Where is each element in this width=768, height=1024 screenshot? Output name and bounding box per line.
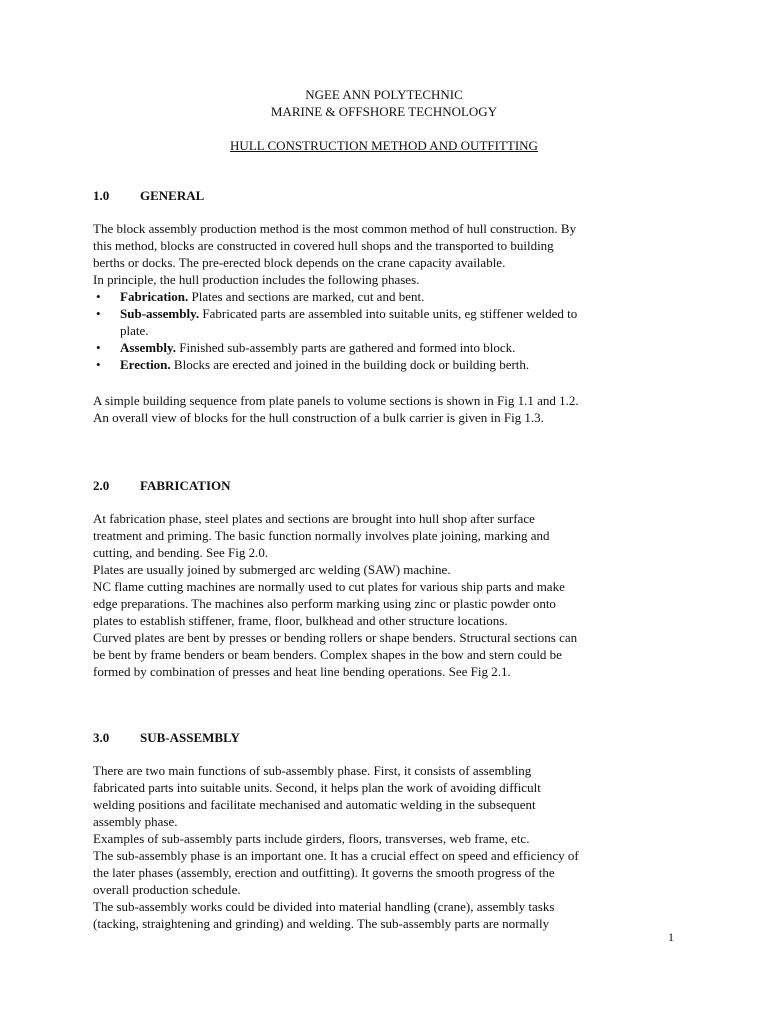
general-intro xyxy=(93,220,683,288)
institution-name: NGEE ANN POLYTECHNIC xyxy=(305,87,463,102)
bullet-icon: • xyxy=(96,340,101,355)
text-line: The sub-assembly works could be divided into material handling (crane), assembly tasks xyxy=(93,899,555,914)
text-line: treatment and priming. The basic function normally involves plate joining, marking and xyxy=(93,528,550,543)
section-number: 3.0 xyxy=(93,730,110,745)
section-heading-fabrication xyxy=(93,477,231,494)
text-line: assembly phase. xyxy=(93,814,178,829)
department-name: MARINE & OFFSHORE TECHNOLOGY xyxy=(270,104,498,119)
bullet-text: Plates and sections are marked, cut and bent. xyxy=(191,289,425,304)
section-title: SUB-ASSEMBLY xyxy=(140,730,240,745)
section-title: GENERAL xyxy=(140,188,205,203)
text-line: this method, blocks are constructed in covered hull shops and the transported to building xyxy=(93,238,554,253)
text-line: cutting, and bending. See Fig 2.0. xyxy=(93,545,269,560)
bullet-icon: • xyxy=(96,289,101,304)
bullet-text: plate. xyxy=(120,323,149,338)
text-line: The sub-assembly phase is an important one. It has a crucial effect on speed and efficiency of xyxy=(93,848,579,863)
page-number: 1 xyxy=(668,930,674,944)
text-line: edge preparations. The machines also perform marking using zinc or plastic powder onto xyxy=(93,596,556,611)
section-number: 1.0 xyxy=(93,188,110,203)
text-line: At fabrication phase, steel plates and sections are brought into hull shop after surface xyxy=(93,511,535,526)
bullet-icon: • xyxy=(96,357,101,372)
general-closing xyxy=(93,392,683,426)
text-line: The block assembly production method is the most common method of hull construction. By xyxy=(93,221,577,236)
bullet-text: Finished sub-assembly parts are gathered and formed into block. xyxy=(179,340,516,355)
bullet-label: Sub-assembly. xyxy=(120,306,200,321)
text-line: overall production schedule. xyxy=(93,882,241,897)
text-line: formed by combination of presses and heat line bending operations. See Fig 2.1. xyxy=(93,664,511,679)
text-line: Plates are usually joined by submerged arc welding (SAW) machine. xyxy=(93,562,451,577)
text-line: Curved plates are bent by presses or bending rollers or shape benders. Structural sections can xyxy=(93,630,578,645)
bullet-label: Erection. xyxy=(120,357,171,372)
bullet-text: Blocks are erected and joined in the building dock or building berth. xyxy=(173,357,530,372)
document-title: HULL CONSTRUCTION METHOD AND OUTFITTING xyxy=(230,138,538,153)
list-item xyxy=(93,339,683,356)
subassembly-body xyxy=(93,762,683,932)
fabrication-body xyxy=(93,510,683,680)
section-heading-subassembly xyxy=(93,729,240,746)
text-line: NC flame cutting machines are normally used to cut plates for various ship parts and make xyxy=(93,579,565,594)
list-item xyxy=(93,356,683,373)
text-line: fabricated parts into suitable units. Second, it helps plan the work of avoiding difficult xyxy=(93,780,541,795)
text-line: In principle, the hull production includes the following phases. xyxy=(93,272,420,287)
document-title-wrap xyxy=(0,137,768,154)
text-line: An overall view of blocks for the hull construction of a bulk carrier is given in Fig 1.3. xyxy=(93,410,544,425)
text-line: the later phases (assembly, erection and outfitting). It governs the smooth progress of the xyxy=(93,865,555,880)
bullet-label: Assembly. xyxy=(120,340,176,355)
section-number: 2.0 xyxy=(93,478,110,493)
text-line: be bent by frame benders or beam benders. Complex shapes in the bow and stern could be xyxy=(93,647,562,662)
phases-list xyxy=(93,288,683,373)
text-line: welding positions and facilitate mechanised and automatic welding in the subsequent xyxy=(93,797,536,812)
text-line: A simple building sequence from plate panels to volume sections is shown in Fig 1.1 and 1.2. xyxy=(93,393,579,408)
text-line: Examples of sub-assembly parts include girders, floors, transverses, web frame, etc. xyxy=(93,831,530,846)
bullet-label: Fabrication. xyxy=(120,289,189,304)
text-line: (tacking, straightening and grinding) and welding. The sub-assembly parts are normally xyxy=(93,916,550,931)
section-heading-general xyxy=(93,187,204,204)
list-item xyxy=(93,288,683,305)
list-item xyxy=(93,305,683,339)
bullet-icon: • xyxy=(96,306,101,321)
text-line: plates to establish stiffener, frame, floor, bulkhead and other structure locations. xyxy=(93,613,508,628)
section-title: FABRICATION xyxy=(140,478,231,493)
bullet-text: Fabricated parts are assembled into suitable units, eg stiffener welded to xyxy=(202,306,578,321)
text-line: berths or docks. The pre-erected block depends on the crane capacity available. xyxy=(93,255,506,270)
text-line: There are two main functions of sub-assembly phase. First, it consists of assembling xyxy=(93,763,532,778)
